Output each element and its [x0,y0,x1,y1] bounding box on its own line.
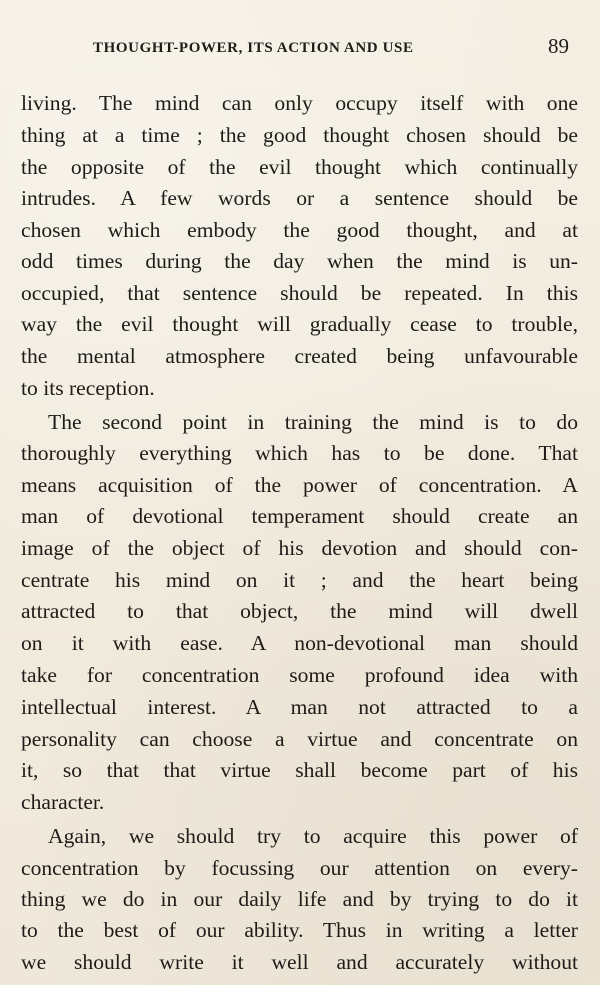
paragraph-start-line: The second point in training the mind is to do [48,410,578,434]
text-line: man of devotional temperament should create an [21,504,578,528]
text-line: living. The mind can only occupy itself with one [21,91,578,115]
text-line: occupied, that sentence should be repeated. In this [21,281,578,305]
text-line: thing we do in our daily life and by trying to do it [21,887,578,911]
paragraph-start-line: Again, we should try to acquire this power of [48,824,578,848]
text-line: to its reception. [21,376,155,400]
text-line: centrate his mind on it ; and the heart being [21,568,578,592]
text-line: the opposite of the evil thought which continually [21,155,578,179]
text-line: chosen which embody the good thought, and at [21,218,578,242]
text-line: thing at a time ; the good thought chosen should be [21,123,578,147]
text-line: image of the object of his devotion and should con- [21,536,578,560]
text-line: odd times during the day when the mind is un- [21,249,578,273]
text-line: the mental atmosphere created being unfavourable [21,344,578,368]
text-line: means acquisition of the power of concentration. A [21,473,578,497]
text-line: way the evil thought will gradually cease to trouble, [21,312,578,336]
text-line: on it with ease. A non-devotional man should [21,631,578,655]
text-line: concentration by focussing our attention on every- [21,856,578,880]
page-number: 89 [548,34,569,58]
text-line: to the best of our ability. Thus in writing a letter [21,918,578,942]
text-line: personality can choose a virtue and concentrate on [21,727,578,751]
text-line: take for concentration some profound idea with [21,663,578,687]
text-line: attracted to that object, the mind will dwell [21,599,578,623]
text-line: thoroughly everything which has to be done. That [21,441,578,465]
text-line: we should write it well and accurately without [21,950,578,974]
text-line: intellectual interest. A man not attracted to a [21,695,578,719]
text-line: it, so that that virtue shall become part of his [21,758,578,782]
running-head: THOUGHT-POWER, ITS ACTION AND USE [93,40,414,56]
text-line: intrudes. A few words or a sentence should be [21,186,578,210]
text-line: character. [21,790,105,814]
